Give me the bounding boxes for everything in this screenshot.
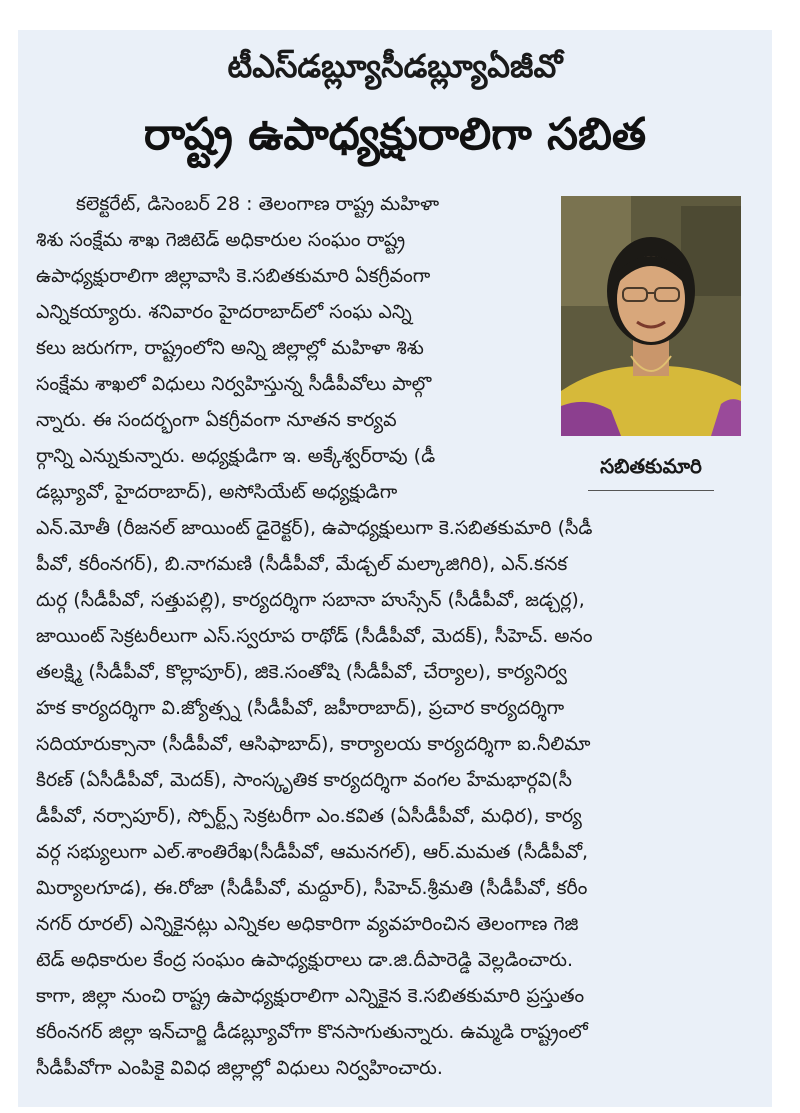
news-clipping (18, 30, 772, 1107)
body-line: ఎన్నికయ్యారు. శనివారం హైదరాబాద్‌లో సంఘ ఎన్ని (36, 301, 412, 323)
body-line: కరీంనగర్ జిల్లా ఇన్‌చార్జి డీడబ్ల్యూవోగా కొనసాగుతున్నారు. ఉమ్మడి రాష్ట్రంలో (36, 1021, 588, 1043)
body-line: నగర్ రూరల్) ఎన్నికైనట్లు ఎన్నికల అధికారిగా వ్యవహరించిన తెలంగాణ గెజి (36, 913, 579, 935)
body-line: వర్గ సభ్యులుగా ఎల్.శాంతిరేఖ(సీడీపీవో, ఆమనగల్), ఆర్.మమత (సీడీపీవో, (36, 841, 589, 863)
body-line: డీపీవో, నర్సాపూర్), స్పోర్ట్స్ సెక్రటరీగా ఎం.కవిత (ఏసీడీపీవో, మధిర), కార్య (36, 805, 582, 827)
body-line: కలు జరుగగా, రాష్ట్రంలోని అన్ని జిల్లాల్లో మహిళా శిశు (36, 337, 424, 359)
body-line: హక కార్యదర్శిగా వి.జ్యోత్స్న (సీడీపీవో, జహీరాబాద్), ప్రచార కార్యదర్శిగా (36, 697, 565, 719)
body-line: పీవో, కరీంనగర్), బి.నాగమణి (సీడీపీవో, మేడ్చల్ మల్కాజిగిరి), ఎన్.కనక (36, 553, 568, 575)
body-line: సదియారుక్సానా (సీడీపీవో, ఆసిఫాబాద్), కార్యాలయ కార్యదర్శిగా ఐ.నీలిమా (36, 733, 591, 755)
body-line: దుర్గ (సీడీపీవో, సత్తుపల్లి), కార్యదర్శిగా సబానా హుస్సేన్ (సీడీపీవో, జడ్చర్ల), (36, 589, 585, 611)
body-line: కలెక్టరేట్, డిసెంబర్ 28 : తెలంగాణ రాష్ట్ర మహిళా (76, 193, 440, 215)
body-line: జాయింట్ సెక్రటరీలుగా ఎస్.స్వరూప రాథోడ్ (సీడీపీవో, మెదక్), సీహెచ్. అనం (36, 625, 593, 647)
body-line: ర్గాన్ని ఎన్నుకున్నారు. అధ్యక్షుడిగా ఇ. అక్కేశ్వర్‌రావు (డీ (36, 445, 436, 467)
body-line: కిరణ్ (ఏసీడీపీవో, మెదక్), సాంస్కృతిక కార్యదర్శిగా వంగల హేమభార్గవి(సీ (36, 769, 572, 791)
portrait-image (561, 196, 741, 436)
body-line: ఉపాధ్యక్షురాలిగా జిల్లావాసి కె.సబితకుమారి ఏకగ్రీవంగా (36, 265, 431, 287)
portrait-photo (561, 196, 741, 436)
body-line: ఎన్.మోతీ (రీజనల్ జాయింట్ డైరెక్టర్), ఉపాధ్యక్షులుగా కె.సబితకుమారి (సీడీ (36, 517, 593, 539)
body-line: తలక్ష్మి (సీడీపీవో, కొల్లాపూర్), జికె.సంతోషి (సీడీపీవో, చేర్యాల), కార్యనిర్వ (36, 661, 567, 683)
body-line: టెడ్ అధికారుల కేంద్ర సంఘం ఉపాధ్యక్షురాలు డా.జి.దీపారెడ్డి వెల్లడించారు. (36, 949, 574, 971)
body-line: సంక్షేమ శాఖలో విధులు నిర్వహిస్తున్న సీడీపీవోలు పాల్గొ (36, 373, 432, 395)
body-line: సీడీపీవోగా ఎంపికై వివిధ జిల్లాల్లో విధులు నిర్వహించారు. (36, 1057, 443, 1079)
body-line: శిశు సంక్షేమ శాఖ గెజిటెడ్ అధికారుల సంఘం రాష్ట్ర (36, 229, 406, 251)
headline-kicker: టీఎస్‌డబ్ల్యూసీడబ్ల్యూఏజీవో (227, 47, 563, 85)
photo-caption: సబితకుమారి (600, 454, 702, 478)
body-line: డబ్ల్యూవో, హైదరాబాద్), అసోసియేట్ అధ్యక్షుడిగా (36, 481, 398, 503)
caption-rule (588, 490, 714, 491)
body-line: మిర్యాలగూడ), ఈ.రోజా (సీడీపీవో, మద్దూర్), సీహెచ్.శ్రీమతి (సీడీపీవో, కరీం (36, 877, 588, 899)
headline: రాష్ట్ర ఉపాధ్యక్షురాలిగా సబిత (143, 109, 647, 160)
body-line: కాగా, జిల్లా నుంచి రాష్ట్ర ఉపాధ్యక్షురాలిగా ఎన్నికైన కె.సబితకుమారి ప్రస్తుతం (36, 985, 585, 1007)
body-line: న్నారు. ఈ సందర్భంగా ఏకగ్రీవంగా నూతన కార్యవ (36, 409, 397, 431)
